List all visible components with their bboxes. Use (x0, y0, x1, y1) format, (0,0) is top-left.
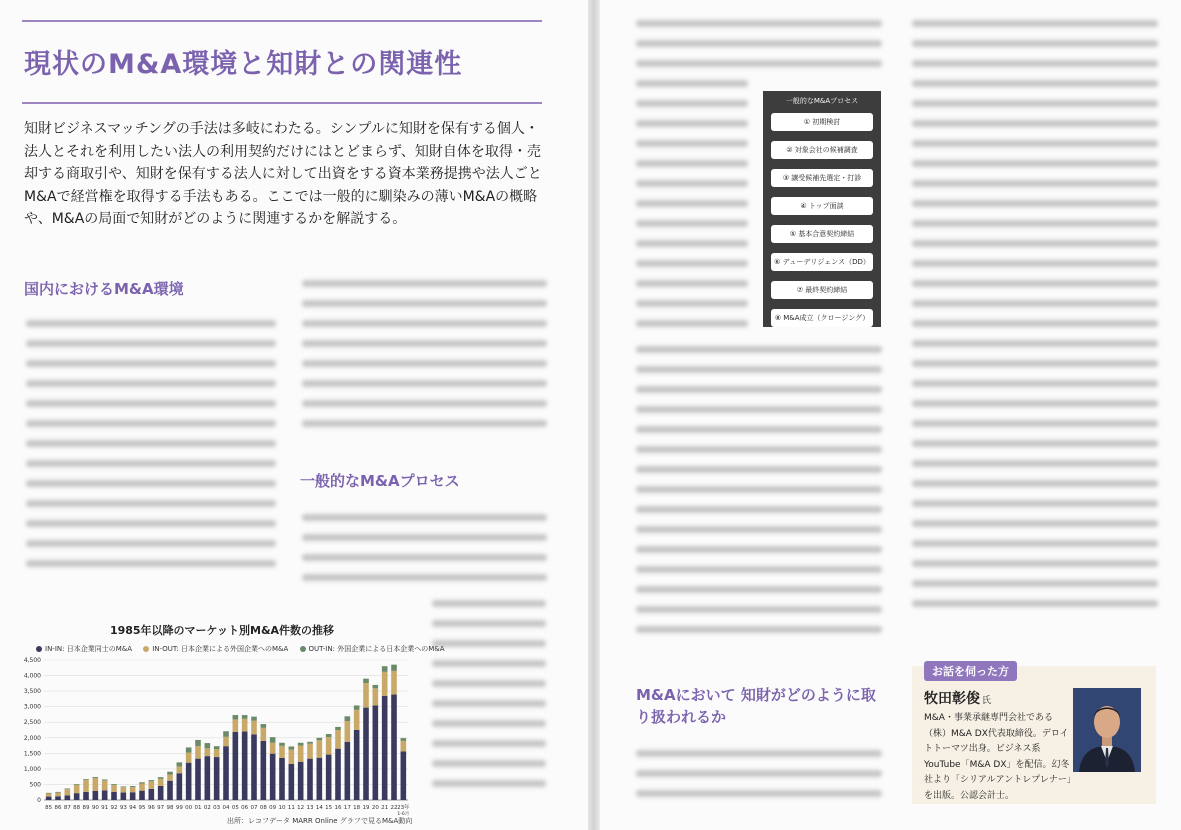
bar-segment-series-0 (214, 757, 220, 800)
x-tick-label: 14 (315, 805, 323, 811)
x-tick-label: 96 (147, 805, 155, 811)
process-step-7: ⑦ 最終契約締結 (771, 281, 873, 299)
x-tick-label: 90 (91, 805, 99, 811)
bar-segment-series-0 (382, 696, 388, 800)
x-tick-label: 19 (362, 805, 370, 811)
title-top-rule (22, 20, 542, 22)
bar-segment-series-0 (345, 742, 351, 800)
blurred-body-text-col3-bottom (636, 750, 882, 810)
bar-segment-series-0 (74, 793, 80, 800)
x-tick-label: 00 (185, 805, 193, 811)
bar-segment-series-1 (363, 683, 369, 708)
y-tick-label: 3,500 (23, 688, 41, 696)
bar-segment-series-2 (167, 772, 173, 775)
bar-segment-series-1 (214, 749, 220, 757)
bar-segment-series-1 (373, 688, 379, 705)
legend-label-out-in: OUT-IN: 外国企業による日本企業へのM&A (308, 645, 445, 653)
bar-segment-series-1 (391, 671, 397, 695)
bar-segment-series-0 (270, 754, 276, 800)
bar-segment-series-2 (93, 777, 99, 778)
bar-segment-series-2 (261, 724, 267, 728)
process-step-8: ⑧ M&A成立（クロージング） (771, 309, 873, 327)
x-tick-label: 87 (63, 805, 71, 811)
section-heading-domestic: 国内におけるM&A環境 (24, 280, 184, 298)
bar-segment-series-0 (289, 764, 295, 800)
bar-segment-series-0 (149, 789, 155, 800)
bar-segment-series-1 (195, 746, 201, 758)
x-tick-label: 08 (259, 805, 267, 811)
bar-segment-series-2 (345, 716, 351, 721)
section-heading-ip-handling: M&Aにおいて 知財がどのように取り扱われるか (636, 686, 876, 726)
bar-segment-series-0 (195, 759, 201, 800)
legend-label-in-out: IN-OUT: 日本企業による外国企業へのM&A (152, 645, 289, 653)
bar-segment-series-1 (102, 780, 108, 790)
bar-segment-series-2 (382, 666, 388, 672)
x-tick-label: 09 (269, 805, 277, 811)
x-tick-label: 22 (390, 805, 398, 811)
bar-segment-series-2 (279, 743, 285, 746)
bar-segment-series-1 (186, 753, 192, 763)
bar-segment-series-0 (46, 797, 52, 800)
legend-label-in-in: IN-IN: 日本企業同士のM&A (45, 645, 132, 653)
bar-segment-series-2 (335, 727, 341, 730)
bar-segment-series-0 (158, 786, 164, 800)
bar-segment-series-0 (111, 792, 117, 800)
bar-segment-series-0 (261, 741, 267, 800)
bar-segment-series-2 (186, 747, 192, 752)
legend-swatch-in-out (143, 646, 149, 652)
x-tick-label: 01 (194, 805, 202, 811)
bar-segment-series-2 (326, 734, 332, 737)
article-lead: 知財ビジネスマッチングの手法は多岐にわたる。シンプルに知財を保有する個人・法人とそれを利用したい法人の利用契約だけにはとどまらず、知財自体を取得・売却する商取引や、知財を保有する法人に対して出資をする資本業務提携や法人ごとM&Aで経営権を取得する手法もある。ここでは一般的に馴染みの薄いM&Aの概略や、M&Aの局面で知財がどのように関連するかを解説する。 (24, 121, 542, 227)
bar-segment-series-1 (335, 730, 341, 749)
x-tick-label: 07 (250, 805, 258, 811)
bar-segment-series-0 (186, 763, 192, 800)
bar-segment-series-0 (55, 796, 61, 800)
section-heading-process: 一般的なM&Aプロセス (300, 472, 460, 490)
article-title: 現状のM&A環境と知財との関連性 (24, 49, 463, 80)
x-tick-label: 18 (353, 805, 361, 811)
process-step-5: ⑤ 基本合意契約締結 (771, 225, 873, 243)
bar-segment-series-2 (363, 679, 369, 683)
x-tick-label: 89 (82, 805, 90, 811)
bar-segment-series-1 (307, 744, 313, 759)
bar-segment-series-1 (223, 737, 229, 746)
x-tick-label: 13 (306, 805, 314, 811)
bar-segment-series-2 (223, 731, 229, 737)
bar-segment-series-1 (251, 721, 257, 735)
x-tick-label: 16 (334, 805, 342, 811)
interviewee-photo (1073, 688, 1141, 772)
blurred-body-text-col2-top (302, 280, 547, 440)
x-tick-label: 21 (381, 805, 389, 811)
interviewee-honorific: 氏 (982, 696, 992, 706)
x-tick-label: 86 (54, 805, 62, 811)
x-tick-label: 10 (278, 805, 286, 811)
bar-segment-series-2 (401, 738, 407, 741)
ma-process-box (763, 91, 881, 327)
bar-segment-series-1 (139, 784, 145, 791)
bar-segment-series-0 (205, 756, 211, 800)
x-tick-label: 23年 (397, 805, 410, 811)
bar-segment-series-2 (242, 715, 248, 719)
y-tick-label: 1,500 (23, 750, 41, 758)
x-tick-label: 12 (297, 805, 305, 811)
bar-segment-series-2 (270, 737, 276, 743)
bar-segment-series-1 (345, 721, 351, 742)
bar-segment-series-0 (121, 793, 127, 800)
blurred-body-text-col2-bottom (302, 514, 547, 594)
y-tick-label: 500 (29, 781, 41, 789)
bar-segment-series-0 (373, 705, 379, 800)
y-tick-label: 2,000 (23, 734, 41, 742)
process-box-title: 一般的なM&Aプロセス (785, 97, 859, 105)
x-tick-label: 91 (101, 805, 109, 811)
x-tick-label: 97 (157, 805, 165, 811)
y-tick-label: 4,500 (23, 657, 41, 664)
x-tick-label: 03 (213, 805, 221, 811)
bar-segment-series-2 (233, 715, 239, 719)
x-tick-label: 93 (119, 805, 127, 811)
bar-segment-series-0 (139, 791, 145, 800)
x-tick-label: 15 (325, 805, 333, 811)
bar-segment-series-1 (158, 779, 164, 786)
bar-segment-series-2 (391, 665, 397, 671)
legend-swatch-out-in (300, 646, 306, 652)
bar-segment-series-0 (326, 755, 332, 800)
x-tick-label: 17 (343, 805, 351, 811)
interview-tag: お話を伺った方 (924, 661, 1017, 681)
bar-segment-series-1 (65, 789, 71, 795)
bar-segment-series-1 (149, 781, 155, 788)
bar-segment-series-2 (74, 784, 80, 785)
bar-segment-series-1 (130, 787, 136, 792)
bar-segment-series-1 (382, 672, 388, 696)
bar-segment-series-1 (121, 787, 127, 792)
bar-segment-series-1 (233, 719, 239, 731)
bar-segment-series-2 (139, 782, 145, 783)
bar-segment-series-0 (251, 734, 257, 800)
bar-segment-series-2 (149, 780, 155, 781)
blurred-body-text-col4 (912, 20, 1158, 620)
blurred-body-text-col3-top (636, 20, 882, 80)
x-tick-label: 88 (73, 805, 81, 811)
x-tick-label: 05 (231, 805, 239, 811)
bar-segment-series-1 (270, 743, 276, 754)
bar-segment-series-2 (373, 685, 379, 688)
bar-segment-series-1 (242, 719, 248, 732)
x-tick-label: 20 (371, 805, 379, 811)
bar-segment-series-2 (317, 738, 323, 740)
bar-segment-series-0 (391, 695, 397, 800)
bar-segment-series-0 (242, 732, 248, 800)
x-tick-label: 98 (166, 805, 174, 811)
interviewee-bio: M&A・事業承継専門会社である（株）M&A DX代表取締役。デロイトトーマツ出身。ビジネス系YouTube「M&A DX」を配信。幻冬社より「シリアルアントレプレナー」を出版。公認会計士。 (924, 713, 1072, 801)
bar-segment-series-2 (177, 762, 183, 766)
bar-segment-series-2 (298, 743, 304, 746)
bar-segment-series-0 (401, 751, 407, 800)
bar-segment-series-1 (289, 750, 295, 764)
bar-segment-series-0 (177, 773, 183, 800)
bar-segment-series-2 (121, 786, 127, 787)
interviewee-name-text: 牧田彰俊 (924, 691, 980, 707)
bar-segment-series-0 (354, 730, 360, 800)
bar-segment-series-2 (158, 777, 164, 779)
bar-segment-series-0 (233, 732, 239, 800)
x-extra-label: 1-6月 (397, 812, 410, 817)
bar-segment-series-1 (46, 793, 52, 796)
bar-segment-series-2 (251, 717, 257, 721)
bar-segment-series-1 (177, 766, 183, 773)
bar-segment-series-0 (335, 749, 341, 800)
bar-segment-series-0 (167, 781, 173, 800)
bar-segment-series-1 (326, 737, 332, 754)
bar-segment-series-1 (401, 741, 407, 752)
bar-segment-series-0 (307, 759, 313, 800)
x-tick-label: 04 (222, 805, 230, 811)
bar-segment-series-1 (205, 748, 211, 756)
title-bottom-rule (22, 102, 542, 104)
blurred-body-text-col3-middle (636, 346, 882, 646)
x-tick-label: 02 (203, 805, 211, 811)
bar-segment-series-1 (55, 793, 61, 797)
bar-segment-series-2 (46, 793, 52, 794)
legend-item-in-in (36, 644, 132, 654)
x-tick-label: 94 (129, 805, 137, 811)
bar-segment-series-2 (214, 746, 220, 749)
bar-segment-series-1 (74, 785, 80, 793)
legend-swatch-in-in (36, 646, 42, 652)
process-step-6: ⑥ デューデリジェンス（DD） (771, 253, 873, 271)
bar-segment-series-0 (83, 792, 89, 800)
bar-segment-series-2 (111, 784, 117, 785)
bar-segment-series-0 (65, 795, 71, 800)
bar-segment-series-2 (354, 705, 360, 709)
bar-segment-series-0 (102, 790, 108, 800)
chart-legend (36, 644, 445, 654)
blurred-body-text-col3-beside-box (636, 80, 748, 340)
bar-segment-series-2 (83, 779, 89, 780)
x-tick-label: 95 (138, 805, 146, 811)
bar-segment-series-1 (298, 746, 304, 762)
legend-item-in-out (143, 644, 288, 654)
bar-segment-series-2 (55, 792, 61, 793)
legend-item-out-in (300, 644, 445, 654)
x-tick-label: 11 (287, 805, 295, 811)
bar-segment-series-2 (130, 786, 136, 787)
bar-segment-series-0 (298, 762, 304, 800)
blurred-body-text-col1 (26, 320, 276, 580)
interviewee-name (924, 688, 991, 708)
chart-source: 出所：レコフデータ MARR Online グラフで見るM&A動向 (227, 817, 413, 825)
bar-segment-series-2 (289, 746, 295, 749)
bar-segment-series-1 (279, 746, 285, 758)
ma-count-chart (22, 620, 445, 830)
bar-segment-series-2 (65, 788, 71, 789)
blurred-body-text-col2-narrow (432, 600, 546, 800)
bar-segment-series-0 (279, 758, 285, 800)
bar-segment-series-2 (307, 742, 313, 744)
bar-segment-series-1 (111, 785, 117, 792)
x-tick-label: 85 (45, 805, 53, 811)
bar-segment-series-1 (93, 778, 99, 791)
bar-segment-series-0 (223, 746, 229, 800)
bar-segment-series-1 (83, 780, 89, 792)
bar-segment-series-2 (102, 779, 108, 780)
process-step-4: ④ トップ面談 (771, 197, 873, 215)
process-step-3: ③ 譲受候補先選定・打診 (771, 169, 873, 187)
y-tick-label: 4,000 (23, 672, 41, 680)
process-step-1: ① 初期検討 (771, 113, 873, 131)
y-tick-label: 1,000 (23, 765, 41, 773)
bar-segment-series-1 (261, 728, 267, 741)
bar-segment-series-0 (317, 758, 323, 800)
page-gutter (588, 0, 600, 830)
x-tick-label: 06 (241, 805, 249, 811)
y-tick-label: 2,500 (23, 719, 41, 727)
bar-segment-series-1 (167, 774, 173, 780)
bar-segment-series-0 (93, 791, 99, 800)
bar-segment-series-1 (354, 710, 360, 730)
bar-segment-series-1 (317, 740, 323, 757)
y-tick-label: 3,000 (23, 703, 41, 711)
bar-segment-series-0 (130, 792, 136, 800)
bar-segment-series-2 (195, 740, 201, 746)
x-tick-label: 92 (110, 805, 118, 811)
y-tick-label: 0 (37, 797, 41, 804)
x-tick-label: 99 (175, 805, 183, 811)
bar-segment-series-2 (205, 743, 211, 748)
bar-segment-series-0 (363, 708, 369, 800)
chart-title: 1985年以降のマーケット別M&A件数の推移 (109, 624, 335, 637)
process-step-2: ② 対象会社の候補調査 (771, 141, 873, 159)
